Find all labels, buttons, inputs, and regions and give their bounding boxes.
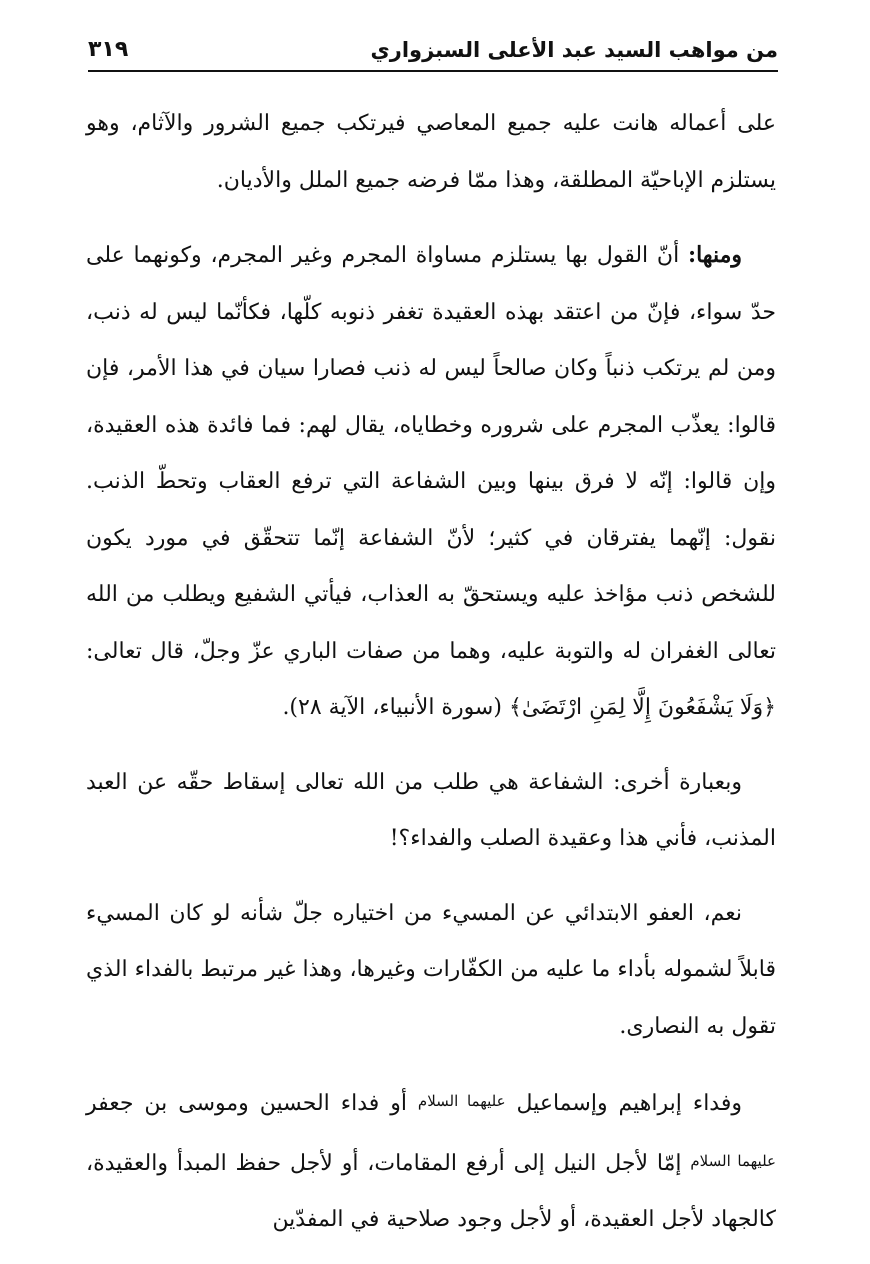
paragraph-4 [86,886,776,1056]
page-number: ٣١٩ [88,37,129,62]
paragraph-text: أو فداء الحسين وموسى بن جعفر [86,1091,418,1116]
paragraph-lead: ومنها: [687,242,742,268]
honorific-glyph: عليهما السلام [417,1092,506,1110]
running-title: من مواهب السيد عبد الأعلى السبزواري [370,38,778,62]
paragraph-5 [86,1073,776,1249]
paragraph-1 [86,96,776,209]
paragraph-2 [86,227,776,737]
verse-reference: (سورة الأنبياء، الآية ٢٨). [282,695,509,720]
paragraph-3 [86,755,776,868]
paragraph-text: أنّ القول بها يستلزم مساواة المجرم وغير المجرم، وكونهما على حدّ سواء، فإنّ من اعتقد بهذه العقيدة تغفر ذنوبه كلّها، فكأنّما ليس له ذنب، ومن لم يرتكب ذنباً وكان صالحاً ليس له ذنب فصارا سيان في هذا الأمر، فإن قالوا: يعذّب المجرم على شروره وخطاياه، يقال لهم: فما فائدة هذه العقيدة، وإن قالوا: إنّه لا فرق بينها وبين الشفاعة التي ترفع العقاب وتحطّ الذنب. نقول: إنّهما يفترقان في كثير؛ لأنّ الشفاعة إنّما تتحقّق في مورد يكون للشخص ذنب مؤاخذ عليه ويستحقّ به العذاب، فيأتي الشفيع ويطلب من الله تعالى الغفران له والتوبة عليه، وهما من صفات الباري عزّ وجلّ، قال تعالى: [86,243,776,664]
paragraph-text: نعم، العفو الابتدائي عن المسيء من اختياره جلّ شأنه لو كان المسيء قابلاً لشموله بأداء ما عليه من الكفّارات وغيرها، وهذا غير مرتبط بالفداء الذي تقول به النصارى. [86,900,776,1039]
running-header [88,24,778,68]
quran-verse: ﴿وَلَا يَشْفَعُونَ إِلَّا لِمَنِ ارْتَضَىٰ﴾ [508,695,776,720]
header-rule [88,70,778,72]
paragraph-text: إمّا لأجل النيل إلى أرفع المقامات، أو لأجل حفظ المبدأ والعقيدة، كالجهاد لأجل العقيدة، أو لأجل وجود صلاحية في المفدّين [86,1150,776,1232]
paragraph-text: وبعبارة أخرى: الشفاعة هي طلب من الله تعالى إسقاط حقّه عن العبد المذنب، فأني هذا وعقيدة الصلب والفداء؟! [86,769,776,851]
paragraph-text: وفداء إبراهيم وإسماعيل [505,1091,742,1116]
honorific-glyph: عليهما السلام [690,1151,776,1170]
body-text [86,96,776,1249]
paragraph-text: على أعماله هانت عليه جميع المعاصي فيرتكب جميع الشرور والآثام، وهو يستلزم الإباحيّة المطلقة، وهذا ممّا فرضه جميع الملل والأديان. [86,111,776,193]
